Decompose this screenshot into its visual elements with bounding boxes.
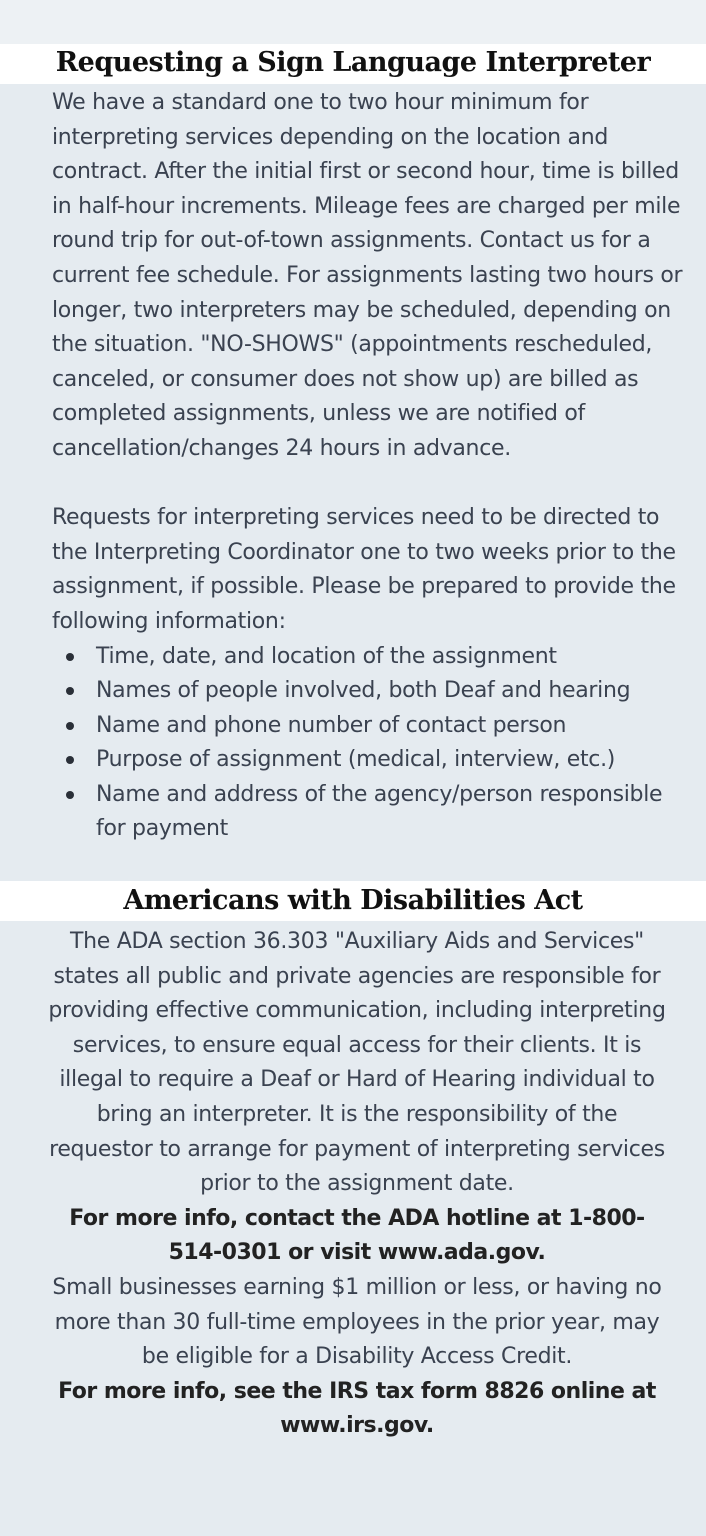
- interpreter-section: [52, 86, 697, 847]
- section-title-ada: Americans with Disabilities Act: [0, 881, 706, 921]
- bullet-icon: [66, 653, 74, 661]
- list-item: [52, 778, 697, 847]
- bullet-icon: [66, 791, 74, 799]
- section-title-interpreter: Requesting a Sign Language Interpreter: [0, 44, 706, 84]
- small-business-paragraph: Small businesses earning $1 million or less, or having no more than 30 full-time employees in the prior year, may be eligible for a Disability Access Credit.: [52, 1274, 662, 1370]
- request-paragraph: Requests for interpreting services need to be directed to the Interpreting Coordinator one to two weeks prior to the assignment, if possible. Please be prepared to provide the following information:: [52, 505, 676, 634]
- bullet-icon: [66, 756, 74, 764]
- bullet-icon: [66, 722, 74, 730]
- ada-hotline-text: For more info, contact the ADA hotline at 1-800-514-0301 or visit www.ada.gov.: [69, 1205, 645, 1266]
- ada-paragraph: The ADA section 36.303 "Auxiliary Aids and Services" states all public and private agencies are responsible for providing effective communication, including interpreting services, to ensure equal access for their clients. It is illegal to require a Deaf or Hard of Hearing individual to bring an interpreter. It is the responsibility of the requestor to arrange for payment of interpreting services prior to the assignment date.: [48, 929, 666, 1197]
- list-item: [52, 709, 697, 744]
- list-item-text: Time, date, and location of the assignment: [96, 643, 557, 669]
- list-item-text: Purpose of assignment (medical, interview, etc.): [96, 747, 616, 773]
- info-list: [52, 640, 697, 848]
- top-strip: [0, 0, 706, 44]
- irs-info-text: For more info, see the IRS tax form 8826 online at www.irs.gov.: [58, 1378, 656, 1439]
- ada-section: [46, 925, 668, 1444]
- fee-paragraph: We have a standard one to two hour minimum for interpreting services depending on the location and contract. After the initial first or second hour, time is billed in half-hour increments. Mileage fees are charged per mile round trip for out-of-town assignments. Contact us for a current fee schedule. For assignments lasting two hours or longer, two interpreters may be scheduled, depending on the situation. "NO-SHOWS" (appointments rescheduled, canceled, or consumer does not show up) are billed as completed assignments, unless we are notified of cancellation/changes 24 hours in advance.: [52, 90, 683, 461]
- list-item-text: Name and address of the agency/person responsible for payment: [96, 781, 663, 842]
- list-item: [52, 743, 697, 778]
- list-item-text: Names of people involved, both Deaf and hearing: [96, 678, 631, 704]
- list-item-text: Name and phone number of contact person: [96, 712, 567, 738]
- bullet-icon: [66, 687, 74, 695]
- list-item: [52, 640, 697, 675]
- list-item: [52, 674, 697, 709]
